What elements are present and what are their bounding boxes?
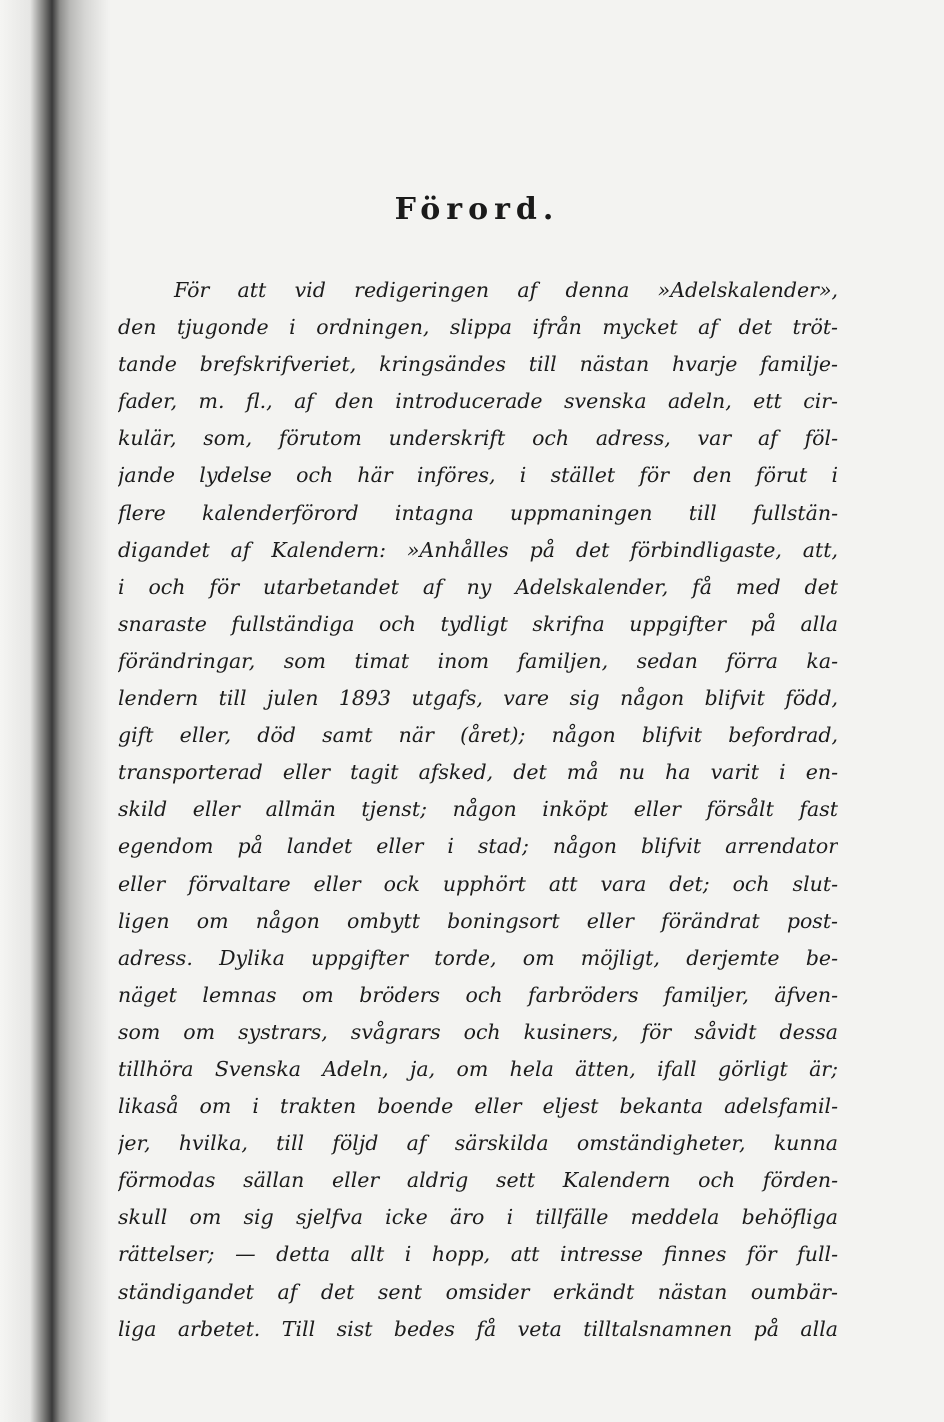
text-line: likaså om i trakten boende eller eljest bekanta adelsfamil-	[118, 1094, 838, 1119]
text-line: flere kalenderförord intagna uppmaningen till fullstän-	[118, 500, 838, 525]
text-line: liga arbetet. Till sist bedes få veta tilltalsnamnen på alla	[118, 1316, 838, 1341]
text-line: skull om sig sjelfva icke äro i tillfälle meddela behöfliga	[118, 1205, 838, 1230]
text-line: gift eller, död samt när (året); någon blifvit befordrad,	[118, 723, 838, 748]
text-line: den tjugonde i ordningen, slippa ifrån mycket af det tröt-	[118, 315, 838, 340]
text-line: transporterad eller tagit afsked, det må nu ha varit i en-	[118, 760, 838, 785]
text-line: tande brefskrifveriet, kringsändes till nästan hvarje familje-	[118, 352, 838, 377]
text-line: i och för utarbetandet af ny Adelskalender, få med det	[118, 574, 838, 599]
text-line: kulär, som, förutom underskrift och adress, var af föl-	[118, 426, 838, 451]
body-text	[118, 272, 838, 1348]
text-line: eller förvaltare eller ock upphört att vara det; och slut-	[118, 871, 838, 896]
text-line: ligen om någon ombytt boningsort eller förändrat post-	[118, 908, 838, 933]
text-line: förändringar, som timat inom familjen, sedan förra ka-	[118, 648, 838, 673]
text-line: förmodas sällan eller aldrig sett Kalendern och förden-	[118, 1168, 838, 1193]
text-line: rättelser; — detta allt i hopp, att intresse finnes för full-	[118, 1242, 838, 1267]
text-line: näget lemnas om bröders och farbröders familjer, äfven-	[118, 982, 838, 1007]
text-line: lendern till julen 1893 utgafs, vare sig någon blifvit född,	[118, 686, 838, 711]
text-line: För att vid redigeringen af denna »Adelskalender»,	[174, 278, 838, 302]
text-line: digandet af Kalendern: »Anhålles på det förbindligaste, att,	[118, 537, 838, 562]
text-line: skild eller allmän tjenst; någon inköpt eller försålt fast	[118, 797, 838, 822]
text-line: som om systrars, svågrars och kusiners, för såvidt dessa	[118, 1019, 838, 1044]
text-line: jer, hvilka, till följd af särskilda omständigheter, kunna	[118, 1131, 838, 1156]
page-title: Förord.	[394, 192, 560, 227]
text-line: adress. Dylika uppgifter torde, om möjligt, derjemte be-	[118, 945, 838, 970]
text-line: ständigandet af det sent omsider erkändt nästan oumbär-	[118, 1279, 838, 1304]
text-line: tillhöra Svenska Adeln, ja, om hela ätten, ifall görligt är;	[118, 1056, 838, 1081]
text-line: jande lydelse och här införes, i stället för den förut i	[118, 463, 838, 488]
text-line: fader, m. fl., af den introducerade svenska adeln, ett cir-	[118, 389, 838, 414]
text-line: egendom på landet eller i stad; någon blifvit arrendator	[118, 834, 838, 859]
text-line: snaraste fullständiga och tydligt skrifna uppgifter på alla	[118, 611, 838, 636]
